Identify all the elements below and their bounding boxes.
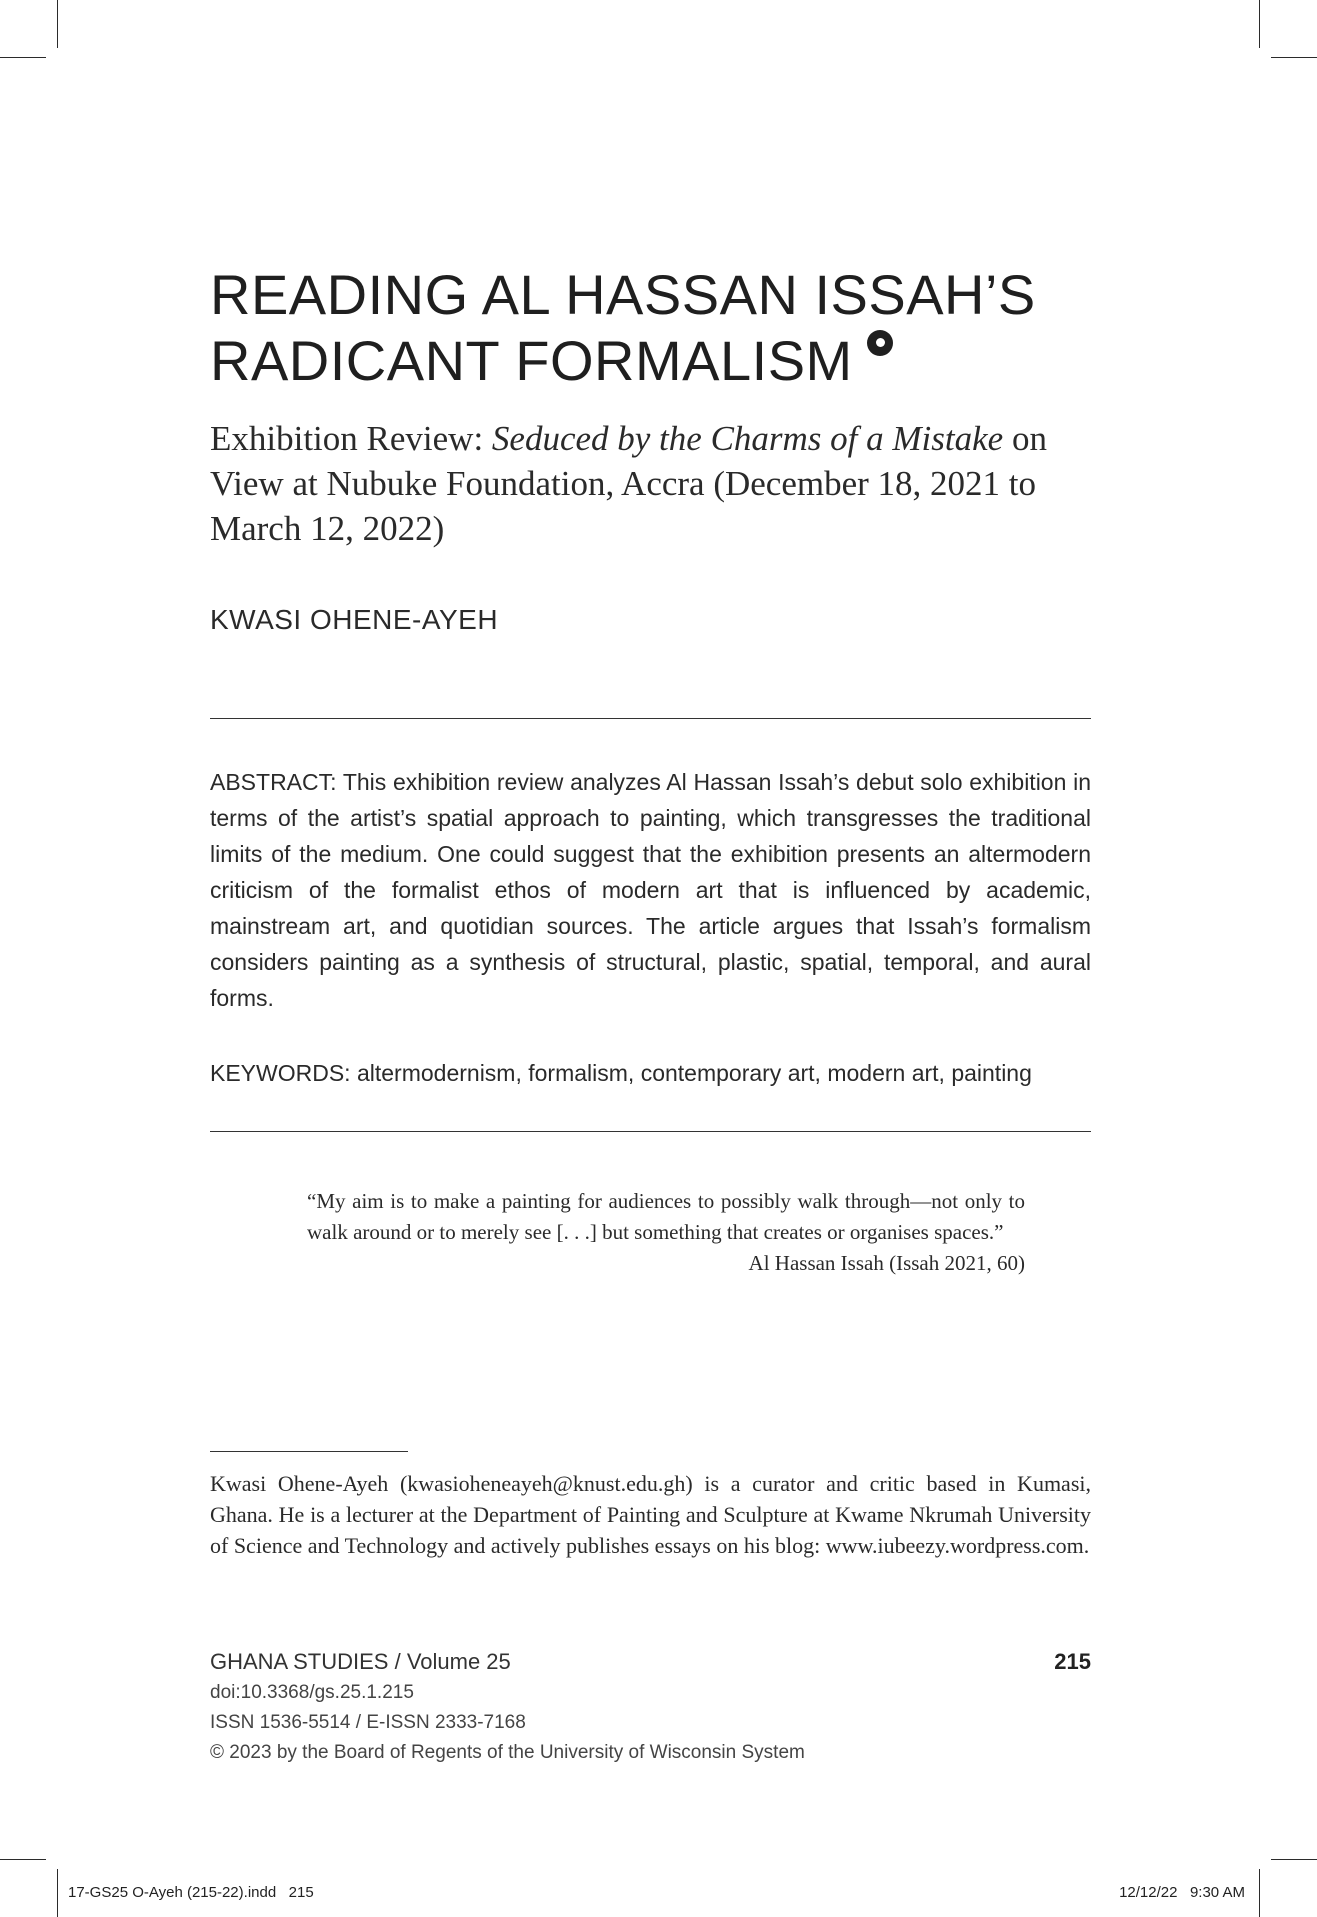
crop-mark-top-right — [1259, 0, 1260, 48]
crop-mark-top-left — [57, 0, 58, 48]
epigraph — [307, 1186, 1025, 1279]
subtitle-rest: on View at Nubuke Foundation, Accra (December 18, 2021 to March 12, 2022) — [210, 419, 1047, 548]
print-slug-datetime: 12/12/22 9:30 AM — [1119, 1884, 1245, 1901]
abstract — [210, 764, 1091, 1016]
keywords — [210, 1056, 1100, 1090]
keywords-bottom-rule — [210, 1131, 1091, 1132]
abstract-top-rule — [210, 718, 1091, 719]
issn: ISSN 1536-5514 / E-ISSN 2333-7168 — [210, 1712, 526, 1733]
journal-info — [210, 1646, 1091, 1768]
copyright: © 2023 by the Board of Regents of the University of Wisconsin System — [210, 1742, 805, 1763]
crop-mark-bottom-right-h — [1271, 1859, 1317, 1860]
epigraph-quote: “My aim is to make a painting for audiences to possibly walk through—not only to walk around or to merely see [. . .] but something that creates or organises spaces.” — [307, 1189, 1025, 1244]
crop-mark-bottom-left — [57, 1869, 58, 1917]
article-title — [210, 262, 1110, 394]
crop-mark-bottom-left-h — [0, 1859, 46, 1860]
keywords-label: KEYWORDS: — [210, 1060, 351, 1086]
journal-title: GHANA STUDIES / Volume 25 — [210, 1649, 511, 1674]
open-access-icon — [867, 330, 893, 356]
title-line-2: RADICANT FORMALISM — [210, 329, 853, 392]
author-name: KWASI OHENE-AYEH — [210, 604, 499, 635]
author-bio: Kwasi Ohene-Ayeh (kwasioheneayeh@knust.edu.gh) is a curator and critic based in Kumasi, Ghana. He is a lecturer at the Department of Painting and Sculpture at Kwame Nkrumah University of Science and Technology and actively publishes essays on his blog: www.iubeezy.wordpress.com. — [210, 1471, 1091, 1558]
doi: doi:10.3368/gs.25.1.215 — [210, 1682, 414, 1703]
print-slug-file: 17-GS25 O-Ayeh (215-22).indd 215 — [68, 1884, 314, 1901]
page-number: 215 — [1054, 1649, 1091, 1674]
epigraph-attribution: Al Hassan Issah (Issah 2021, 60) — [748, 1251, 1025, 1275]
article-subtitle — [210, 416, 1110, 551]
keywords-text: altermodernism, formalism, contemporary art, modern art, painting — [356, 1060, 1032, 1086]
abstract-label: ABSTRACT: — [210, 769, 337, 795]
crop-mark-top-right-h — [1271, 57, 1317, 58]
exhibition-title: Seduced by the Charms of a Mistake — [491, 419, 1004, 458]
subtitle-prefix: Exhibition Review: — [210, 419, 492, 458]
footnote-rule — [210, 1451, 408, 1452]
crop-mark-bottom-right — [1259, 1869, 1260, 1917]
title-line-1: READING AL HASSAN ISSAH’S — [210, 263, 1036, 326]
crop-mark-top-left-h — [0, 57, 46, 58]
abstract-text: This exhibition review analyzes Al Hassan Issah’s debut solo exhibition in terms of the artist’s spatial approach to painting, which transgresses the traditional limits of the medium. One could suggest that the exhibition presents an altermodern criticism of the formalist ethos of modern art that is influenced by academic, mainstream art, and quotidian sources. The article argues that Issah’s formalism considers painting as a synthesis of structural, plastic, spatial, temporal, and aural forms. — [210, 769, 1091, 1011]
